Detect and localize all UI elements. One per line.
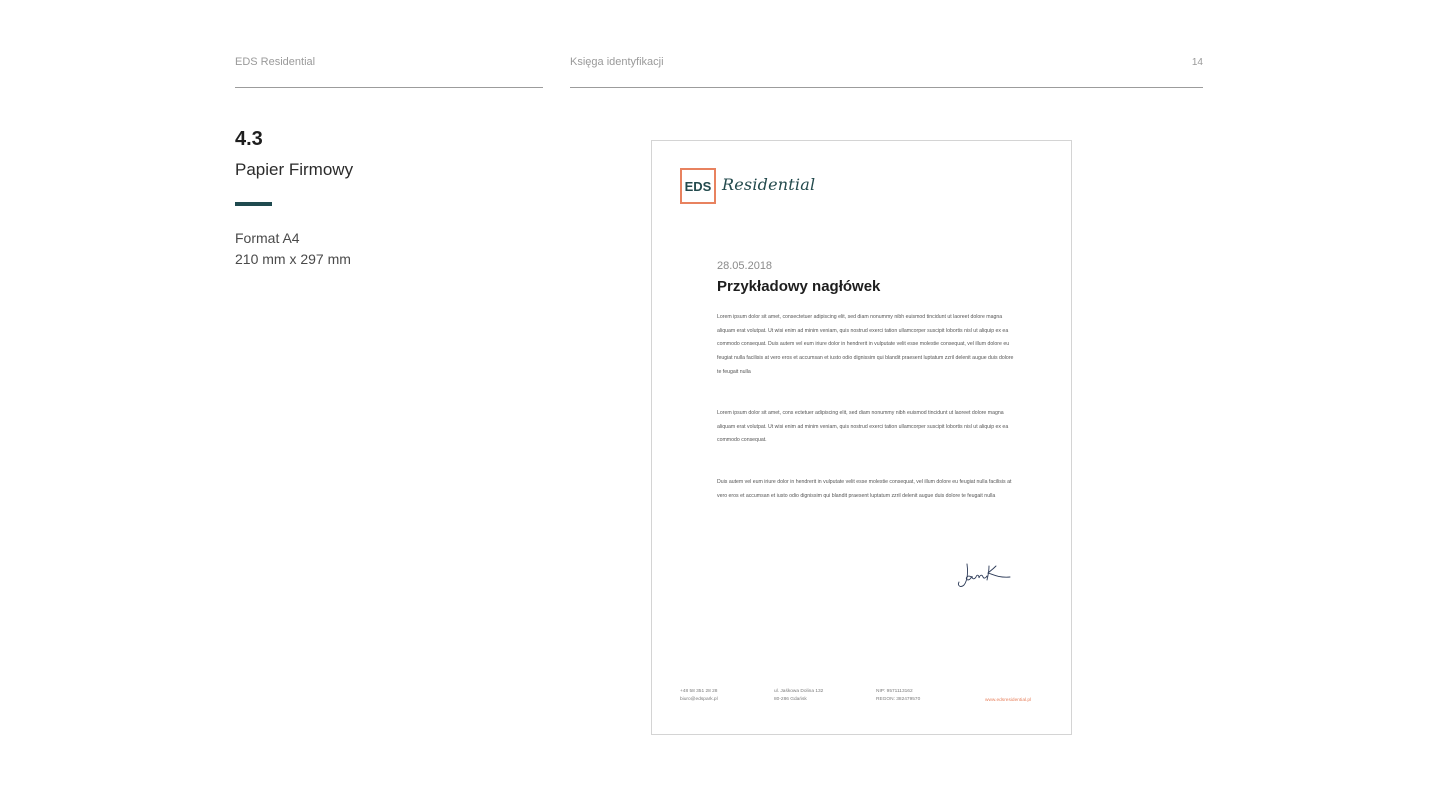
section-title: Papier Firmowy: [235, 160, 354, 179]
page-number: 14: [1191, 57, 1203, 68]
header-brand: EDS Residential: [235, 56, 316, 68]
format-label: Format A4: [235, 230, 300, 246]
section-accent-bar: [235, 202, 272, 206]
logo-mark: EDS: [680, 168, 716, 204]
letter-heading: Przykładowy nagłówek: [717, 278, 881, 295]
footer-website: www.edsresidential.pl: [985, 698, 1032, 703]
letter-paragraph: Lorem ipsum dolor sit amet, consectetuer adipiscing elit, sed diam nonummy nibh euismod tincidunt ut laoreet dolore magna aliquam erat volutpat. Ut wisi enim ad minim veniam, quis nostrud exerci tation ullamcorper suscipit lobortis nisl ut aliquip ex ea commodo consequat. Duis autem vel eum iriure dolor in hendrerit in vulputate velit esse molestie consequat, vel illum dolore eu feugiat nulla facilisis at vero eros et accumsan et iusto odio dignissim qui blandit praesent luptatum zzril delenit augue duis dolore te feugait nulla: [717, 314, 1014, 375]
letterhead-preview: [651, 140, 1072, 735]
signature-image: [954, 558, 1016, 590]
header-divider-left: [235, 87, 543, 88]
footer-email: biuro@edspark.pl: [680, 697, 718, 702]
letter-paragraph: Duis autem vel eum iriure dolor in hendrerit in vulputate velit esse molestie consequat, vel illum dolore eu feugiat nulla facilisis at vero eros et accumsan et iusto odio dignissim qui blandit praesent luptatum zzril delenit augue duis dolore te feugait nulla: [717, 479, 1012, 499]
footer-address: [774, 688, 823, 704]
footer-nip: NIP: 9571113162: [876, 689, 913, 694]
footer-contact: [680, 688, 718, 704]
section-number: 4.3: [235, 128, 263, 150]
header-document-title: Księga identyfikacji: [570, 56, 664, 68]
footer-city: 80-286 Gdańsk: [774, 697, 807, 702]
letter-paragraph: Lorem ipsum dolor sit amet, cons ectetuer adipiscing elit, sed diam nonummy nibh euismod tincidunt ut laoreet dolore magna aliquam erat volutpat. Ut wisi enim ad minim veniam, quis nostrud exerci tation ullamcorper suscipit lobortis nisl ut aliquip ex ea commodo consequat.: [717, 410, 1009, 444]
footer-registry: [876, 688, 920, 704]
footer-regon: REGON: 382479570: [876, 697, 921, 702]
logo-script: Residential: [722, 175, 816, 194]
dimensions-label: 210 mm x 297 mm: [235, 251, 351, 267]
footer-street: ul. Jaśkowa Dolina 132: [774, 689, 824, 694]
letter-date: 28.05.2018: [717, 260, 773, 272]
footer-phone: +48 58 351 28 28: [680, 689, 718, 694]
header-divider-right: [570, 87, 1203, 88]
